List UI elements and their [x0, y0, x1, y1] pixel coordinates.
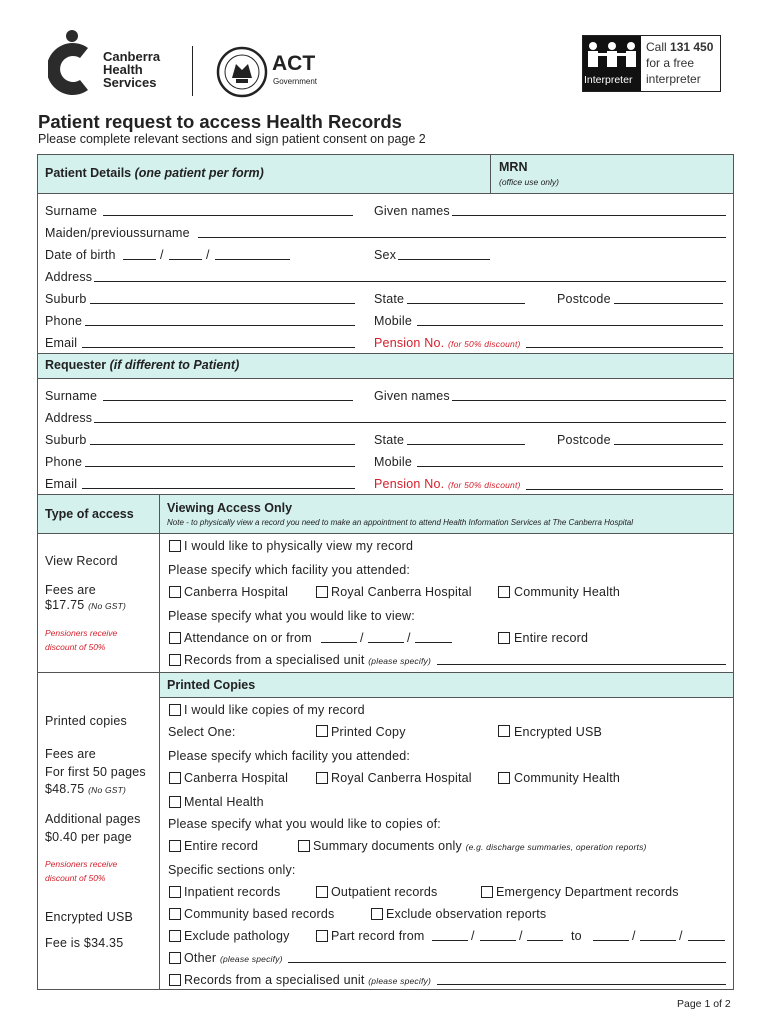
- copies-community-health-checkbox[interactable]: [498, 772, 510, 784]
- printed-copy-label: Printed Copy: [331, 725, 406, 739]
- requester-postcode-label: Postcode: [557, 433, 611, 447]
- requester-suburb-field[interactable]: [90, 444, 355, 445]
- patient-phone-field[interactable]: [85, 325, 355, 326]
- copies-canberra-hospital-label: Canberra Hospital: [184, 771, 289, 785]
- act-government-text: Government: [273, 77, 318, 86]
- patient-email-label: Email: [45, 336, 78, 350]
- patient-pension-note: (for 50% discount): [448, 339, 521, 349]
- view-specialised-unit-label: Records from a specialised unit (please specify): [184, 653, 432, 667]
- view-specialised-unit-checkbox[interactable]: [169, 654, 181, 666]
- requester-postcode-field[interactable]: [614, 444, 723, 445]
- patient-sex-label: Sex: [374, 248, 397, 262]
- patient-maiden-field[interactable]: [198, 237, 726, 238]
- viewing-access-title: Viewing Access Only: [167, 501, 293, 515]
- view-attendance-label: Attendance on or from: [184, 631, 312, 645]
- view-community-health-checkbox[interactable]: [498, 586, 510, 598]
- copies-entire-record-label: Entire record: [184, 839, 259, 853]
- patient-address-label: Address: [45, 270, 93, 284]
- part-to-day-field[interactable]: [593, 940, 629, 941]
- community-based-label: Community based records: [184, 907, 335, 921]
- part-record-checkbox[interactable]: [316, 930, 328, 942]
- mrn-label: MRN: [499, 160, 528, 174]
- inpatient-checkbox[interactable]: [169, 886, 181, 898]
- interpreter-call: Call 131 450: [646, 40, 714, 54]
- view-community-health-label: Community Health: [514, 585, 621, 599]
- patient-given-names-label: Given names: [374, 204, 450, 218]
- printed-pensioners-note: Pensioners receive discount of 50%: [45, 859, 118, 883]
- part-from-year-field[interactable]: [527, 940, 563, 941]
- patient-postcode-field[interactable]: [614, 303, 723, 304]
- patient-details-note: (one patient per form): [134, 166, 264, 180]
- requester-given-names-field[interactable]: [452, 400, 726, 401]
- community-based-checkbox[interactable]: [169, 908, 181, 920]
- mrn-divider: [490, 155, 491, 193]
- exclude-pathology-label: Exclude pathology: [184, 929, 290, 943]
- interpreter-line2: for a free: [646, 56, 695, 70]
- requester-mobile-field[interactable]: [417, 466, 723, 467]
- select-one-label: Select One:: [168, 725, 236, 739]
- patient-address-field[interactable]: [94, 281, 726, 282]
- part-to-month-field[interactable]: [640, 940, 676, 941]
- copies-canberra-hospital-checkbox[interactable]: [169, 772, 181, 784]
- access-header: [38, 494, 733, 534]
- patient-suburb-label: Suburb: [45, 292, 87, 306]
- outpatient-checkbox[interactable]: [316, 886, 328, 898]
- copies-royal-canberra-label: Royal Canberra Hospital: [331, 771, 472, 785]
- access-left-column-divider: [159, 494, 160, 990]
- view-attendance-month-field[interactable]: [368, 642, 404, 643]
- requester-pension-field[interactable]: [526, 489, 723, 490]
- part-to-label: to: [571, 929, 582, 943]
- copies-specify-facility: Please specify which facility you attended:: [168, 749, 411, 763]
- dob-slash-2: /: [206, 248, 210, 262]
- copies-royal-canberra-checkbox[interactable]: [316, 772, 328, 784]
- printed-fees-are: Fees are: [45, 747, 96, 761]
- copies-community-health-label: Community Health: [514, 771, 621, 785]
- page-number: Page 1 of 2: [677, 998, 731, 1010]
- patient-sex-field[interactable]: [398, 259, 490, 260]
- view-specify-view: Please specify what you would like to view:: [168, 609, 415, 623]
- attendance-slash-2: /: [407, 631, 411, 645]
- requester-phone-field[interactable]: [85, 466, 355, 467]
- view-fee: $17.75 (No GST): [45, 598, 127, 612]
- attendance-slash-1: /: [360, 631, 364, 645]
- copies-specialised-unit-label: Records from a specialised unit (please specify): [184, 973, 432, 987]
- requester-address-field[interactable]: [94, 422, 726, 423]
- encrypted-usb-fee-label: Encrypted USB: [45, 910, 134, 924]
- view-royal-canberra-checkbox[interactable]: [316, 586, 328, 598]
- patient-pension-field[interactable]: [526, 347, 723, 348]
- copies-mental-health-checkbox[interactable]: [169, 796, 181, 808]
- patient-mobile-field[interactable]: [417, 325, 723, 326]
- encrypted-usb-checkbox[interactable]: [498, 725, 510, 737]
- specific-sections-label: Specific sections only:: [168, 863, 296, 877]
- patient-dob-year-field[interactable]: [215, 259, 290, 260]
- view-specialised-note: (please specify): [368, 656, 432, 666]
- act-text: ACT: [272, 52, 316, 75]
- patient-given-names-field[interactable]: [452, 215, 726, 216]
- copies-entire-record-checkbox[interactable]: [169, 840, 181, 852]
- printed-copies-title: Printed Copies: [167, 678, 256, 692]
- view-fee-gst: (No GST): [88, 601, 127, 611]
- interpreter-line3: interpreter: [646, 72, 701, 86]
- encrypted-usb-fee: Fee is $34.35: [45, 936, 124, 950]
- copies-mental-health-label: Mental Health: [184, 795, 264, 809]
- patient-maiden-label: Maiden/previoussurname: [45, 226, 190, 240]
- view-record-check-label: I would like to physically view my record: [184, 539, 414, 553]
- view-attendance-year-field[interactable]: [415, 642, 452, 643]
- patient-state-field[interactable]: [407, 303, 525, 304]
- type-of-access-title: Type of access: [45, 507, 134, 521]
- chs-line1: Canberra: [103, 49, 161, 64]
- patient-dob-month-field[interactable]: [169, 259, 202, 260]
- requester-email-label: Email: [45, 477, 78, 491]
- patient-email-field[interactable]: [82, 347, 355, 348]
- additional-pages-label: Additional pages: [45, 812, 141, 826]
- view-canberra-hospital-checkbox[interactable]: [169, 586, 181, 598]
- copies-specify-what: Please specify what you would like to copies of:: [168, 817, 441, 831]
- patient-details-title: Patient Details (one patient per form): [45, 166, 264, 180]
- requester-phone-label: Phone: [45, 455, 83, 469]
- act-government-logo: [216, 46, 326, 98]
- printed-fee: $48.75 (No GST): [45, 782, 127, 796]
- other-checkbox[interactable]: [169, 952, 181, 964]
- requester-address-label: Address: [45, 411, 93, 425]
- other-label: Other (please specify): [184, 951, 283, 965]
- requester-title: Requester (if different to Patient): [45, 358, 240, 372]
- requester-state-field[interactable]: [407, 444, 525, 445]
- requester-note: (if different to Patient): [109, 358, 240, 372]
- interpreter-number: 131 450: [670, 40, 714, 54]
- view-pensioners-note: Pensioners receive discount of 50%: [45, 628, 118, 652]
- requester-given-names-label: Given names: [374, 389, 450, 403]
- requester-mobile-label: Mobile: [374, 455, 413, 469]
- interpreter-logo: [583, 36, 641, 91]
- exclude-observation-checkbox[interactable]: [371, 908, 383, 920]
- requester-pension-note: (for 50% discount): [448, 480, 521, 490]
- part-from-slash-1: /: [471, 929, 475, 943]
- part-to-slash-2: /: [679, 929, 683, 943]
- inpatient-label: Inpatient records: [184, 885, 281, 899]
- part-from-slash-2: /: [519, 929, 523, 943]
- requester-email-field[interactable]: [82, 488, 355, 489]
- view-record-checkbox[interactable]: [169, 540, 181, 552]
- exclude-pathology-checkbox[interactable]: [169, 930, 181, 942]
- requester-pension-label: Pension No. (for 50% discount): [374, 477, 521, 491]
- patient-postcode-label: Postcode: [557, 292, 611, 306]
- view-entire-record-label: Entire record: [514, 631, 589, 645]
- patient-state-label: State: [374, 292, 405, 306]
- chs-logo-icon: [48, 28, 104, 96]
- patient-dob-label: Date of birth: [45, 248, 116, 262]
- copies-specialised-unit-checkbox[interactable]: [169, 974, 181, 986]
- part-to-slash-1: /: [632, 929, 636, 943]
- interpreter-box: [582, 35, 721, 92]
- additional-pages-fee: $0.40 per page: [45, 830, 132, 844]
- printed-first-50: For first 50 pages: [45, 765, 146, 779]
- chs-line3: Services: [103, 75, 157, 90]
- copies-specialised-unit-field[interactable]: [437, 984, 726, 985]
- interpreter-label: Interpreter: [584, 74, 633, 86]
- patient-pension-label: Pension No. (for 50% discount): [374, 336, 521, 350]
- view-royal-canberra-label: Royal Canberra Hospital: [331, 585, 472, 599]
- part-record-label: Part record from: [331, 929, 425, 943]
- outpatient-label: Outpatient records: [331, 885, 438, 899]
- page-subtitle: Please complete relevant sections and sign patient consent on page 2: [38, 132, 426, 146]
- emergency-checkbox[interactable]: [481, 886, 493, 898]
- viewing-access-note: Note - to physically view a record you need to make an appointment to attend Health Information Services at The Canberra Hospital: [167, 518, 634, 527]
- patient-surname-field[interactable]: [103, 215, 353, 216]
- summary-documents-note: (e.g. discharge summaries, operation reports): [465, 842, 647, 852]
- copies-specialised-note: (please specify): [368, 976, 432, 986]
- patient-phone-label: Phone: [45, 314, 83, 328]
- requester-surname-label: Surname: [45, 389, 98, 403]
- summary-documents-checkbox[interactable]: [298, 840, 310, 852]
- part-to-year-field[interactable]: [688, 940, 725, 941]
- logo-divider: [192, 46, 193, 96]
- printed-fee-gst: (No GST): [88, 785, 127, 795]
- requester-suburb-label: Suburb: [45, 433, 87, 447]
- printed-copy-checkbox[interactable]: [316, 725, 328, 737]
- part-from-day-field[interactable]: [432, 940, 468, 941]
- copies-check-label: I would like copies of my record: [184, 703, 365, 717]
- summary-documents-label: Summary documents only (e.g. discharge summaries, operation reports): [313, 839, 647, 853]
- dob-slash-1: /: [160, 248, 164, 262]
- interpreter-people-icon: [583, 36, 641, 74]
- requester-surname-field[interactable]: [103, 400, 353, 401]
- canberra-health-services-logo: [48, 28, 178, 98]
- patient-mobile-label: Mobile: [374, 314, 413, 328]
- act-crest-icon: [216, 46, 268, 98]
- patient-surname-label: Surname: [45, 204, 98, 218]
- view-record-label: View Record: [45, 554, 118, 568]
- printed-copies-label: Printed copies: [45, 714, 128, 728]
- page-title: Patient request to access Health Records: [38, 111, 402, 132]
- view-attendance-checkbox[interactable]: [169, 632, 181, 644]
- other-field[interactable]: [288, 962, 726, 963]
- view-attendance-day-field[interactable]: [321, 642, 357, 643]
- view-fees-are: Fees are: [45, 583, 96, 597]
- chs-line2: Health: [103, 62, 143, 77]
- patient-dob-day-field[interactable]: [123, 259, 156, 260]
- view-canberra-hospital-label: Canberra Hospital: [184, 585, 289, 599]
- other-note: (please specify): [219, 954, 283, 964]
- view-specify-facility: Please specify which facility you attended:: [168, 563, 411, 577]
- encrypted-usb-label: Encrypted USB: [514, 725, 603, 739]
- part-from-month-field[interactable]: [480, 940, 516, 941]
- emergency-label: Emergency Department records: [496, 885, 679, 899]
- requester-state-label: State: [374, 433, 405, 447]
- view-print-divider: [38, 672, 159, 673]
- view-entire-record-checkbox[interactable]: [498, 632, 510, 644]
- view-specialised-unit-field[interactable]: [437, 664, 726, 665]
- patient-suburb-field[interactable]: [90, 303, 355, 304]
- mrn-note: (office use only): [499, 177, 559, 187]
- exclude-observation-label: Exclude observation reports: [386, 907, 547, 921]
- copies-checkbox[interactable]: [169, 704, 181, 716]
